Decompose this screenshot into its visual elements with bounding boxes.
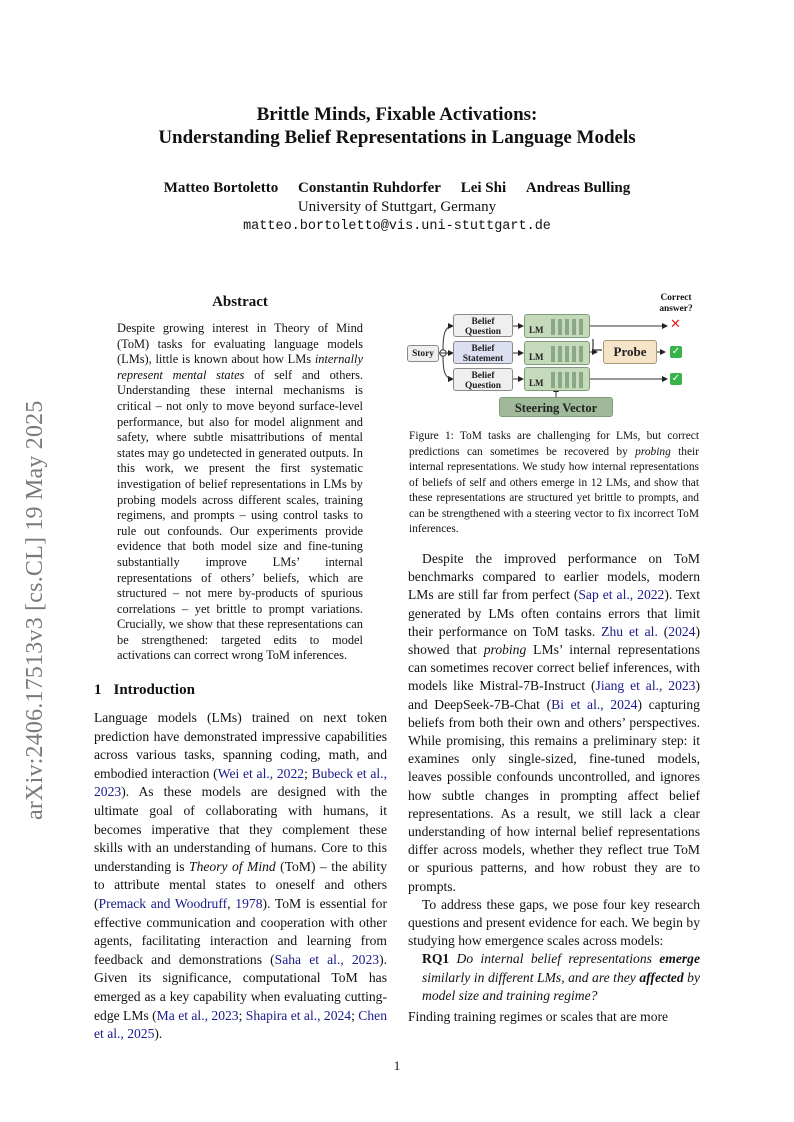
correct-answer-label: Correct answer? — [659, 293, 693, 314]
figure-1-diagram — [407, 290, 699, 420]
lm-layer — [579, 346, 583, 362]
introduction-text: Language models (LMs) trained on next token prediction have demonstrated impressive capabilities across various tasks, spanning coding, math, and embodied interaction (Wei et al., 2022; Bubeck et al., 2023). As these models are designed with the ultimate goal of collaborating with humans, it becomes imperative that they complement these skills with an understanding of humans. Core to this understanding is Theory of Mind (ToM) – the ability to attribute mental states to oneself and others (Premack and Woodruff, 1978). ToM is essential for effective communication and cooperation with other agents, facilitating interaction and learning from feedback and demonstrations (Saha et al., 2023). Given its significance, computational ToM has emerged as a key capability when evaluating cutting-edge LMs (Ma et al., 2023; Shapira et al., 2024; Chen et al., 2025). — [94, 710, 387, 1042]
lm-layer — [551, 346, 555, 362]
citation-link[interactable]: 1978 — [235, 895, 263, 911]
lm-layer — [579, 372, 583, 388]
lm-layer — [551, 372, 555, 388]
right-column-text — [408, 550, 700, 1026]
citation-link[interactable]: Saha et al., 2023 — [274, 951, 380, 967]
lm-layer — [558, 346, 562, 362]
citation-link[interactable]: Shapira et al., 2024 — [245, 1007, 352, 1023]
lm-layer — [579, 319, 583, 335]
lm-layer — [565, 319, 569, 335]
lm-layer — [558, 372, 562, 388]
lm-layer — [572, 346, 576, 362]
belief-statement-box: Belief Statement — [453, 341, 513, 364]
citation-link[interactable]: Chen et al., 2025 — [94, 1007, 387, 1042]
check-icon: ✓ — [671, 373, 681, 384]
lm-label: LM — [529, 378, 544, 388]
lm-layer — [558, 319, 562, 335]
check-icon: ✓ — [671, 346, 681, 357]
belief-question-box: Belief Question — [453, 368, 513, 391]
story-box: Story — [407, 345, 439, 362]
lm-layer — [551, 319, 555, 335]
arxiv-stamp: arXiv:2406.17513v3 [cs.CL] 19 May 2025 — [22, 400, 48, 820]
lm-input-arrows — [513, 326, 523, 379]
section-heading-introduction: 1 Introduction — [94, 682, 195, 698]
citation-link[interactable]: Ma et al., 2023 — [156, 1007, 239, 1023]
author-list — [0, 179, 794, 198]
probe-box: Probe — [603, 340, 657, 364]
citation-link[interactable]: Zhu et al. — [601, 623, 658, 639]
paragraph: Finding training regimes or scales that are more — [408, 1009, 669, 1025]
author-4: Andreas Bulling — [525, 180, 631, 196]
author-1: Matteo Bortoletto — [163, 180, 279, 196]
citation-link[interactable]: Jiang et al., 2023 — [595, 678, 696, 694]
lm-layer — [572, 319, 576, 335]
citation-link[interactable]: Sap et al., 2022 — [578, 587, 665, 603]
lm-layer — [572, 372, 576, 388]
affiliation: University of Stuttgart, Germany — [297, 199, 497, 215]
abstract-text: Despite growing interest in Theory of Mind (ToM) tasks for evaluating language models (LMs), little is known about how LMs internally represent mental states of self and others. Understanding these internal mechanisms is critical – not only to move beyond surface-level performance, but also for model alignment and safety, where subtle misattributions of mental states may go undetected in generated outputs. In this work, we present the first systematic investigation of belief representations in LMs by probing models across different scales, training regimens, and prompts – using control tasks to rule out confounds. Our experiments provide evidence that both model size and fine-tuning substantially improve LMs’ internal representations of others’ beliefs, which are structured – not mere by-products of spurious correlations – yet brittle to prompt variations. Crucially, we show that these representations can be strengthened: targeted edits to model activations can correct wrong ToM inferences. — [117, 321, 363, 663]
figure-caption: Figure 1: ToM tasks are challenging for LMs, but correct predictions can sometimes be recovered by probing their internal representations. We study how internal representations of beliefs of self and others emerge in 12 LMs, and show that these representations are structured yet brittle to prompts, and can be strengthened with a steering vector to fix incorrect ToM inferences. — [409, 430, 699, 535]
steering-vector-box: Steering Vector — [499, 397, 613, 417]
page-number: 1 — [393, 1058, 401, 1073]
title-line-2: Understanding Belief Representations in Language Models — [158, 127, 636, 148]
lm-box — [524, 367, 590, 391]
paragraph: To address these gaps, we pose four key research questions and present evidence for each. We begin by studying how emergence scales across models: — [408, 896, 700, 949]
abstract-heading: Abstract — [212, 294, 268, 310]
lm-label: LM — [529, 325, 544, 335]
lm-box — [524, 314, 590, 338]
citation-link[interactable]: Wei et al., 2022 — [217, 765, 305, 781]
paragraph: Despite the improved performance on ToM benchmarks compared to earlier models, modern LMs are still far from perfect (Sap et al., 2022). Text generated by LMs often contains errors that limit their performance on ToM tasks. Zhu et al. (2024) showed that probing LMs’ internal representations can sometimes recover correct belief inferences, with models like Mistral-7B-Instruct (Jiang et al., 2023) and DeepSeek-7B-Chat (Bi et al., 2024) capturing beliefs from both their own and others’ perspectives. While promising, this remains a preliminary step: it examines only single-sized, fine-tuned models, leaves possible confounds uncontrolled, and ignores how subtle changes in prompting affect belief representations. As a result, we still lack a clear understanding of how internal belief representations differ across models, whether they reflect true ToM or spurious patterns, and how robust they are to prompts. — [408, 551, 700, 894]
research-question-1: RQ1 Do internal belief representations emerge similarly in different LMs, and are they affected by model size and training regime? — [422, 951, 700, 1003]
author-2: Constantin Ruhdorfer — [298, 180, 441, 196]
lm-layer — [565, 346, 569, 362]
lm-layer — [565, 372, 569, 388]
paper-title — [0, 103, 794, 149]
citation-link[interactable]: Bi et al., 2024 — [551, 696, 638, 712]
citation-link[interactable]: 2024 — [668, 623, 696, 639]
title-line-1: Brittle Minds, Fixable Activations: — [256, 104, 538, 125]
citation-link[interactable]: Premack and Woodruff — [98, 895, 228, 911]
belief-question-box: Belief Question — [453, 314, 513, 337]
lm-label: LM — [529, 352, 544, 362]
author-3: Lei Shi — [460, 180, 507, 196]
citation-link[interactable]: Bubeck et al., 2023 — [94, 765, 387, 800]
story-branch-connector — [439, 326, 453, 379]
email[interactable]: matteo.bortoletto@vis.uni-stuttgart.de — [243, 219, 551, 234]
lm-box — [524, 341, 590, 365]
x-icon: ✕ — [670, 317, 681, 332]
